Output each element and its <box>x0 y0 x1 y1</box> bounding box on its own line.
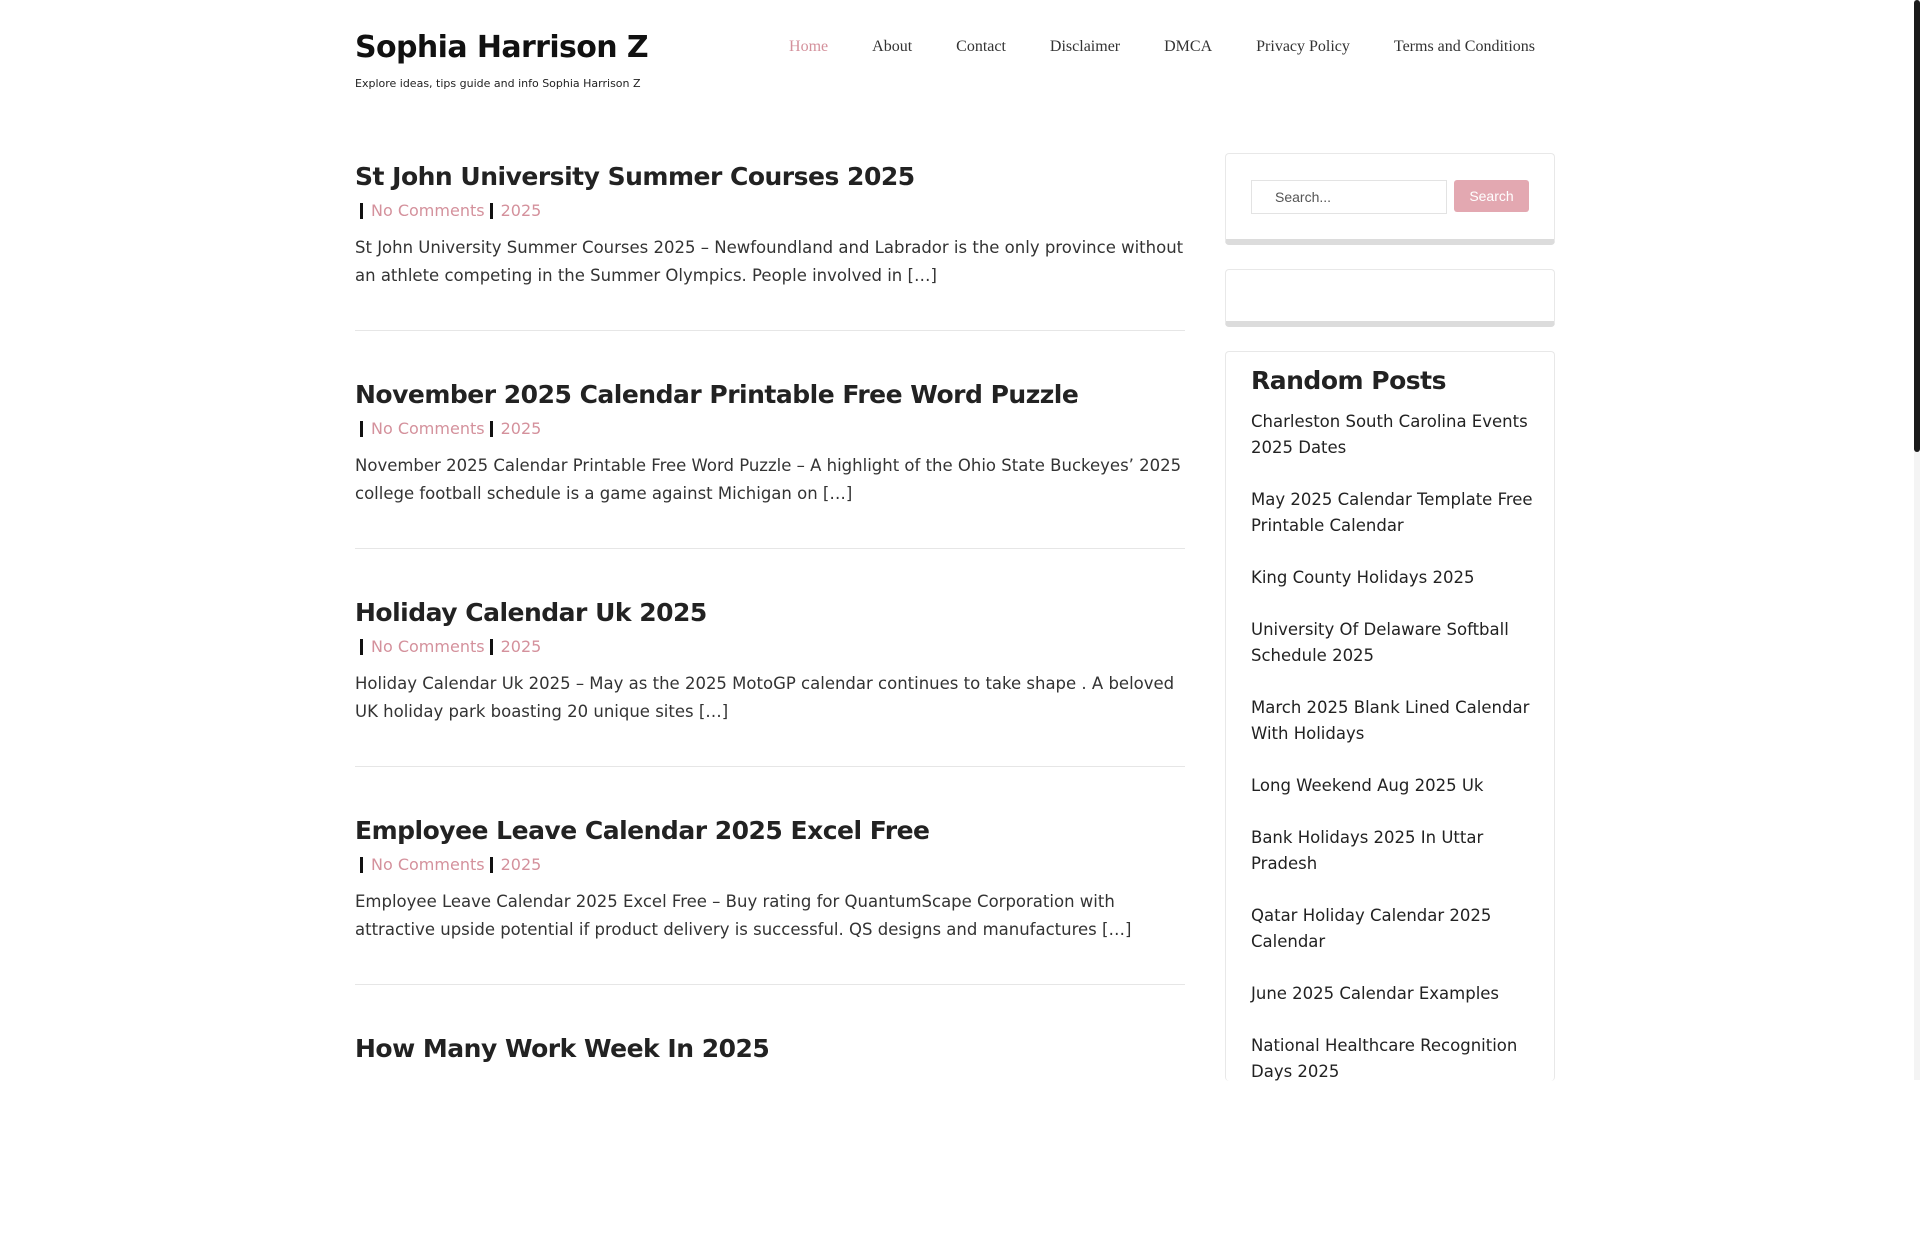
post-category-link[interactable]: 2025 <box>500 855 542 874</box>
nav-disclaimer[interactable]: Disclaimer <box>1049 38 1121 55</box>
nav-about[interactable]: About <box>872 38 913 55</box>
search-button[interactable]: Search <box>1454 180 1529 212</box>
post-title[interactable]: St John University Summer Courses 2025 <box>355 162 915 191</box>
post-excerpt: Employee Leave Calendar 2025 Excel Free – Buy rating for QuantumScape Corporation with attractive upside potential if product delivery is successful. QS designs and manufactures […] <box>355 892 1132 939</box>
meta-separator <box>490 639 493 655</box>
post-comments-link[interactable]: No Comments <box>371 201 485 220</box>
post-item <box>355 590 1185 767</box>
random-post-link[interactable]: King County Holidays 2025 <box>1251 568 1475 587</box>
random-posts-widget <box>1225 351 1555 1081</box>
random-post-link[interactable]: Long Weekend Aug 2025 Uk <box>1251 776 1484 795</box>
nav-contact[interactable]: Contact <box>956 38 1006 55</box>
random-post-link[interactable]: May 2025 Calendar Template Free Printable Calendar <box>1251 490 1533 535</box>
post-title[interactable]: Holiday Calendar Uk 2025 <box>355 598 707 627</box>
list-item <box>1251 1033 1529 1081</box>
post-list <box>355 154 1185 1244</box>
post-item <box>355 154 1185 331</box>
meta-separator <box>490 421 493 437</box>
random-post-link[interactable]: Bank Holidays 2025 In Uttar Pradesh <box>1251 828 1484 873</box>
list-item <box>1251 981 1529 1007</box>
post-meta <box>355 637 1185 656</box>
post-item <box>355 372 1185 549</box>
search-widget <box>1225 153 1555 245</box>
post-excerpt: Holiday Calendar Uk 2025 – May as the 2025 MotoGP calendar continues to take shape . A beloved UK holiday park boasting 20 unique sites […] <box>355 674 1175 721</box>
list-item <box>1251 565 1529 591</box>
post-meta <box>355 419 1185 438</box>
list-item <box>1251 487 1533 539</box>
site-title[interactable]: Sophia Harrison Z <box>355 30 649 65</box>
site-tagline: Explore ideas, tips guide and info Sophia Harrison Z <box>355 77 641 90</box>
list-item <box>1251 773 1529 799</box>
post-meta <box>355 855 1185 874</box>
post-title[interactable]: November 2025 Calendar Printable Free Word Puzzle <box>355 380 1079 409</box>
site-header <box>355 0 1555 120</box>
post-meta <box>355 201 1185 220</box>
random-post-link[interactable]: Charleston South Carolina Events 2025 Dates <box>1251 412 1528 457</box>
main-nav <box>745 38 1535 56</box>
post-category-link[interactable]: 2025 <box>500 637 542 656</box>
list-item <box>1251 617 1529 669</box>
post-item <box>355 808 1185 985</box>
nav-terms-and-conditions[interactable]: Terms and Conditions <box>1393 38 1535 55</box>
list-item <box>1251 409 1529 461</box>
meta-separator <box>360 203 363 219</box>
meta-separator <box>360 639 363 655</box>
meta-separator <box>360 421 363 437</box>
post-excerpt: November 2025 Calendar Printable Free Word Puzzle – A highlight of the Ohio State Buckeyes’ 2025 college football schedule is a game against Michigan on […] <box>355 456 1182 503</box>
empty-widget <box>1225 269 1555 327</box>
random-posts-list <box>1251 409 1533 1081</box>
post-excerpt: St John University Summer Courses 2025 – Newfoundland and Labrador is the only province without an athlete competing in the Summer Olympics. People involved in […] <box>355 238 1184 285</box>
list-item <box>1251 825 1529 877</box>
random-posts-title: Random Posts <box>1251 366 1446 395</box>
post-category-link[interactable]: 2025 <box>500 201 542 220</box>
meta-separator <box>490 857 493 873</box>
meta-separator <box>490 203 493 219</box>
search-input[interactable] <box>1251 180 1447 214</box>
sidebar <box>1225 153 1555 1105</box>
random-post-link[interactable]: University Of Delaware Softball Schedule 2025 <box>1251 620 1509 665</box>
nav-home[interactable]: Home <box>789 38 829 55</box>
list-item <box>1251 695 1529 747</box>
list-item <box>1251 903 1529 955</box>
scrollbar-thumb[interactable] <box>1914 0 1920 452</box>
random-post-link[interactable]: June 2025 Calendar Examples <box>1251 984 1500 1003</box>
post-comments-link[interactable]: No Comments <box>371 637 485 656</box>
nav-privacy-policy[interactable]: Privacy Policy <box>1256 38 1350 55</box>
random-post-link[interactable]: Qatar Holiday Calendar 2025 Calendar <box>1251 906 1492 951</box>
post-category-link[interactable]: 2025 <box>500 419 542 438</box>
post-comments-link[interactable]: No Comments <box>371 855 485 874</box>
meta-separator <box>360 857 363 873</box>
post-item <box>355 1026 1185 1203</box>
post-title[interactable]: How Many Work Week In 2025 <box>355 1034 770 1063</box>
random-post-link[interactable]: National Healthcare Recognition Days 2025 <box>1251 1036 1518 1081</box>
page <box>355 0 1555 1081</box>
post-comments-link[interactable]: No Comments <box>371 419 485 438</box>
post-title[interactable]: Employee Leave Calendar 2025 Excel Free <box>355 816 930 845</box>
nav-dmca[interactable]: DMCA <box>1164 38 1213 55</box>
scrollbar-track[interactable] <box>1914 0 1920 1080</box>
random-post-link[interactable]: March 2025 Blank Lined Calendar With Holidays <box>1251 698 1530 743</box>
